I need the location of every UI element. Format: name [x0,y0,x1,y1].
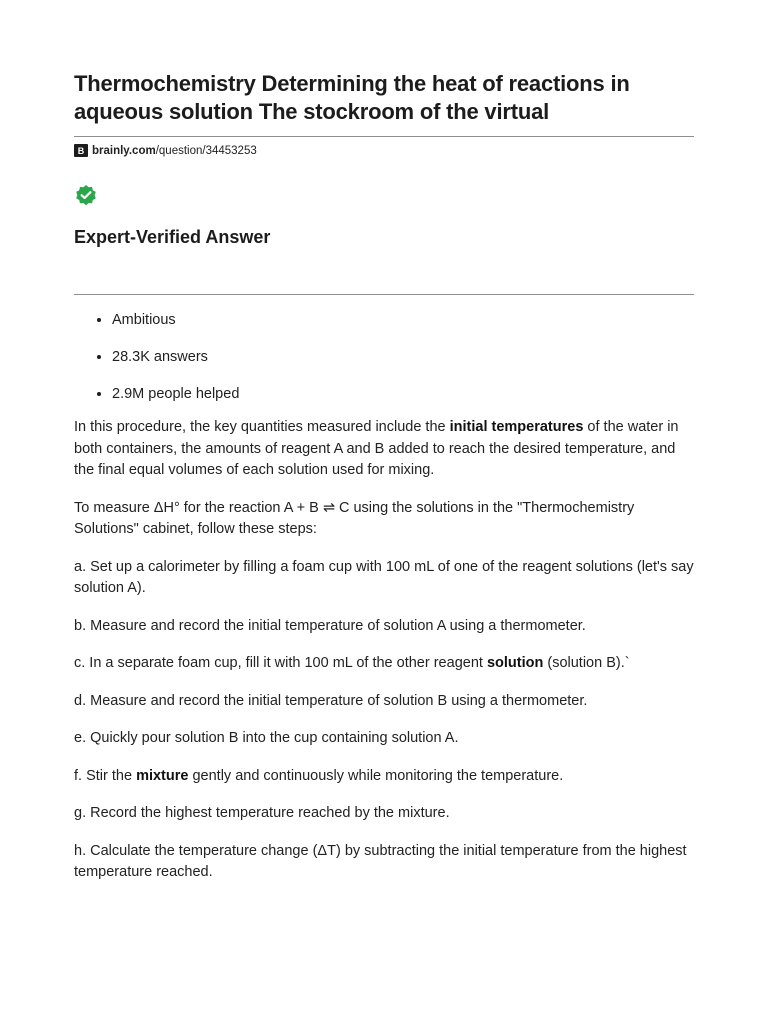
stat-people-helped: • 2.9M people helped [112,384,694,404]
paragraph-measure: To measure ΔH° for the reaction A + B ⇌ C using the solutions in the "Thermochemistry Solutions" cabinet, follow these steps: [74,499,635,537]
source-link[interactable] [74,144,694,157]
page-title: Thermochemistry Determining the heat of reactions in aqueous solution The stockroom of the virtual [74,71,630,124]
keyword-solution: solution [486,655,544,671]
stat-answers: • 28.3K answers [112,347,694,367]
answer-body [74,417,694,884]
step-b: b. Measure and record the initial temperature of solution A using a thermometer. [74,617,586,634]
source-domain[interactable]: brainly.com [92,144,156,157]
paragraph-intro: In this procedure, the key quantities measured include the initial temperatures of the water in both containers, the amounts of reagent A and B added to reach the desired temperature, and the final equal volumes of each solution used for mixing. [74,419,679,478]
stat-rank: • Ambitious [112,310,694,330]
step-g: g. Record the highest temperature reached by the mixture. [74,805,450,821]
answer-heading: Expert-Verified Answer [74,227,271,247]
keyword-initial-temperatures: initial temperatures [449,419,584,435]
step-c: c. In a separate foam cup, fill it with 100 mL of the other reagent solution (solution B).` [74,655,630,671]
step-d: d. Measure and record the initial temperature of solution B using a thermometer. [74,692,588,709]
title-divider [74,136,694,137]
answerer-stats [74,310,694,404]
page-content [74,70,694,900]
step-a: a. Set up a calorimeter by filling a foam cup with 100 mL of one of the reagent solutions (let's say solution A). [74,558,694,596]
answer-divider [74,294,694,295]
brainly-logo-icon: B [74,144,88,157]
step-h: h. Calculate the temperature change (ΔT) by subtracting the initial temperature from the highest temperature reached. [74,842,687,880]
source-path[interactable]: /question/34453253 [155,144,257,157]
step-f: f. Stir the mixture gently and continuously while monitoring the temperature. [74,767,564,784]
keyword-mixture: mixture [136,767,189,784]
step-e: e. Quickly pour solution B into the cup containing solution A. [74,730,459,746]
verified-check-icon [74,183,98,207]
